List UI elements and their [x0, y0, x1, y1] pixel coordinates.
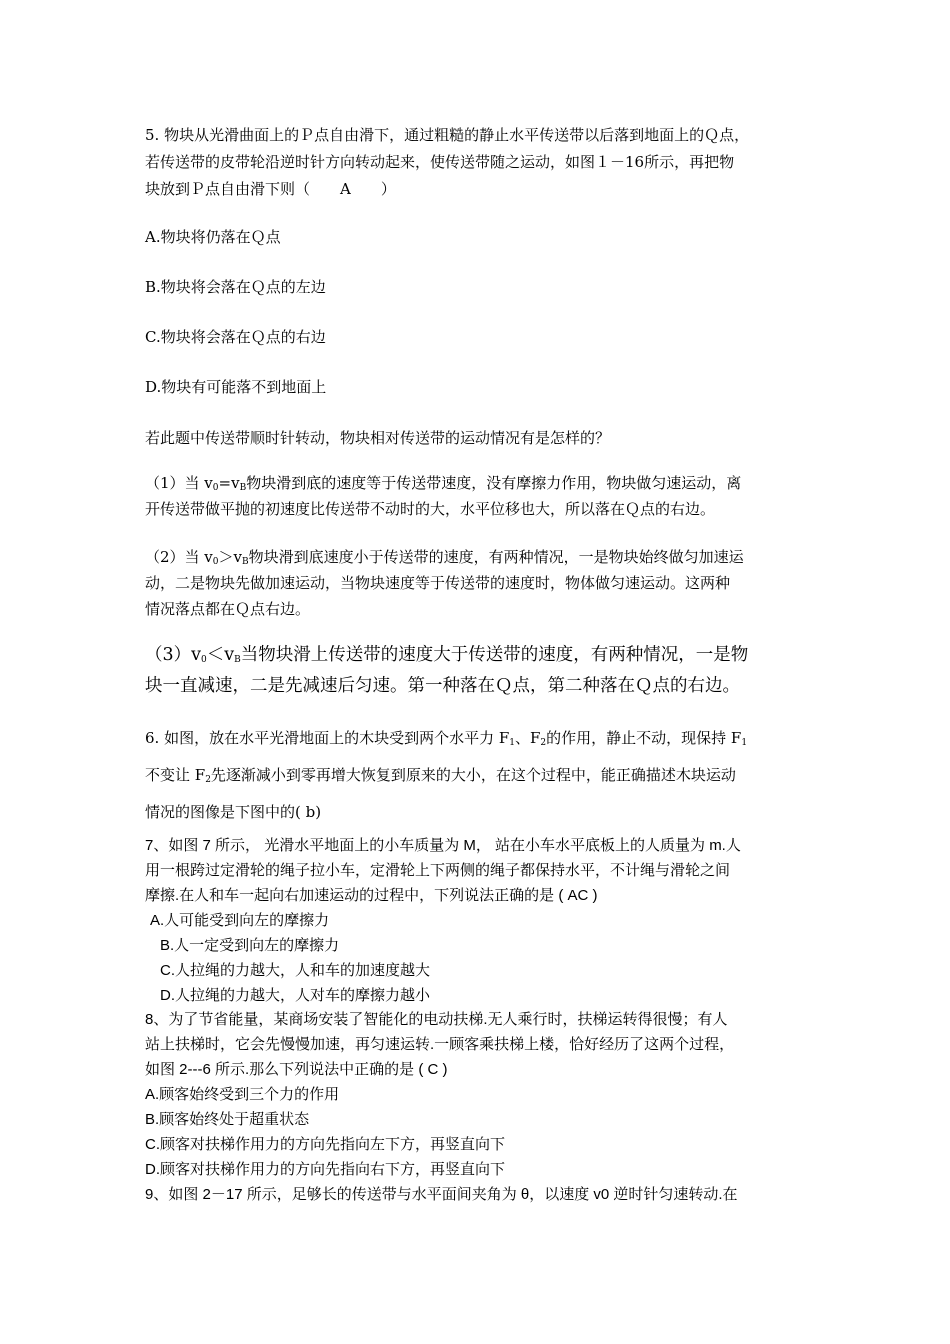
q6-line-1: 6. 如图，放在水平光滑地面上的木块受到两个水平力 $F_1$、$F_2$的作用，静止不动，现保持 $F_1$: [145, 729, 748, 748]
q6-line-2: 不变让 $F_2$先逐渐减小到零再增大恢复到原来的大小，在这个过程中，能正确描述木块运动: [145, 766, 736, 785]
q5-case-1-line-2: 开传送带做平抛的初速度比传送带不动时的大，水平位移也大，所以落在Ｑ点的右边。: [145, 500, 716, 518]
q5-case-2-line-3: 情况落点都在Ｑ点右边。: [145, 600, 311, 618]
q5-line-1: 5. 物块从光滑曲面上的Ｐ点自由滑下，通过粗糙的静止水平传送带以后落到地面上的Ｑ点，: [145, 126, 750, 144]
q5-option-a: A.物块将仍落在Ｑ点: [145, 228, 281, 246]
q5-line-3: 块放到Ｐ点自由滑下则（ A ）: [145, 180, 396, 198]
q7-option-c: C.人拉绳的力越大，人和车的加速度越大: [160, 962, 431, 979]
q5-line-2: 若传送带的皮带轮沿逆时针方向转动起来，使传送带随之运动，如图１－16所示，再把物: [145, 153, 735, 171]
q8-option-b: B.顾客始终处于超重状态: [145, 1111, 310, 1128]
q5-option-d: D.物块有可能落不到地面上: [145, 378, 327, 396]
q7-line-1: 7、如图 7 所示， 光滑水平地面上的小车质量为 M， 站在小车水平底板上的人质量为 m.人: [145, 837, 741, 854]
q5-option-c: C.物块将会落在Ｑ点的右边: [145, 328, 326, 346]
q7-line-2: 用一根跨过定滑轮的绳子拉小车，定滑轮上下两侧的绳子都保持水平，不计绳与滑轮之间: [145, 862, 731, 879]
q8-line-1: 8、为了节省能量，某商场安装了智能化的电动扶梯.无人乘行时，扶梯运转得很慢；有人: [145, 1011, 728, 1028]
q7-option-a: A.人可能受到向左的摩擦力: [150, 912, 330, 929]
q5-case-3-line-2: 块一直减速，二是先减速后匀速。第一种落在Ｑ点，第二种落在Ｑ点的右边。: [145, 676, 740, 696]
q5-case-3-line-1: $(3)v_0<v_B$当物块滑上传送带的速度大于传送带的速度，有两种情况，一是物: [145, 645, 749, 665]
q6-line-3: 情况的图像是下图中的( b): [145, 803, 322, 821]
q8-option-d: D.顾客对扶梯作用力的方向先指向右下方，再竖直向下: [145, 1161, 506, 1178]
q8-line-2: 站上扶梯时，它会先慢慢加速，再匀速运转.一顾客乘扶梯上楼，恰好经历了这两个过程，: [145, 1036, 735, 1053]
q5-follow-up: 若此题中传送带顺时针转动，物块相对传送带的运动情况有是怎样的？: [145, 429, 611, 447]
q5-case-1-line-1: （1）当 $v_0=v_B$物块滑到底的速度等于传送带速度，没有摩擦力作用，物块做匀速运动，离: [145, 474, 742, 493]
q7-option-b: B.人一定受到向左的摩擦力: [160, 937, 340, 954]
q5-case-2-line-2: 动，二是物块先做加速运动，当物块速度等于传送带的速度时，物体做匀速运动。这两种: [145, 574, 731, 592]
q8-option-a: A.顾客始终受到三个力的作用: [145, 1086, 340, 1103]
q7-line-3: 摩擦.在人和车一起向右加速运动的过程中，下列说法正确的是 ( AC ): [145, 887, 598, 904]
q5-case-2-line-1: （2）当 $v_0>v_B$物块滑到底速度小于传送带的速度，有两种情况，一是物块始终做匀加速运: [145, 548, 744, 567]
q5-option-b: B.物块将会落在Ｑ点的左边: [145, 278, 326, 296]
q9-line-1: 9、如图 2－17 所示，足够长的传送带与水平面间夹角为 θ，以速度 v0 逆时针匀速转动.在: [145, 1186, 738, 1203]
q7-option-d: D.人拉绳的力越大，人对车的摩擦力越小: [160, 987, 431, 1004]
q8-option-c: C.顾客对扶梯作用力的方向先指向左下方，再竖直向下: [145, 1136, 506, 1153]
q8-line-3: 如图 2---6 所示.那么下列说法中正确的是 ( C ): [145, 1061, 448, 1078]
